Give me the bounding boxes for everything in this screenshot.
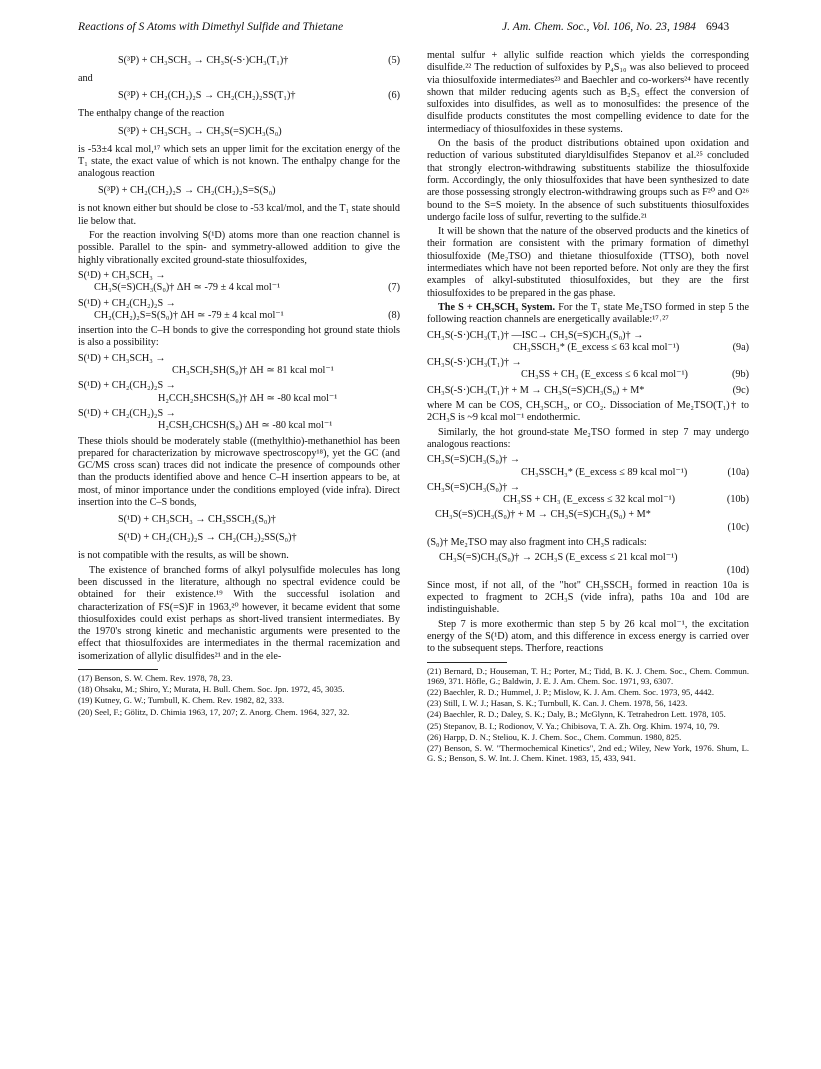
journal-name: J. Am. Chem. Soc., Vol. 106, No. 23, 1984 bbox=[502, 20, 696, 33]
footnote: (22) Baechler, R. D.; Hummel, J. P.; Mislow, K. J. Am. Chem. Soc. 1973, 95, 4442. bbox=[427, 687, 714, 698]
equation-line: H₂CCH₂SHCSH(S₀)† ΔH ≃ -80 kcal mol⁻¹ bbox=[158, 392, 338, 404]
paragraph-text: For the T₁ state Me₂TSO formed in step 5 the following reaction channels are energetically available:¹⁷˒²⁷ bbox=[427, 301, 750, 326]
equation-line: H₂CSH₂CHCSH(S₀) ΔH ≃ -80 kcal mol⁻¹ bbox=[158, 420, 333, 432]
right-column bbox=[427, 50, 749, 764]
equation-insertion-3 bbox=[78, 408, 400, 433]
paragraph: mental sulfur + allylic sulfide reaction which yields the corresponding disulfide.²² The reduction of sulfoxides by P₄S₁₀ was also believed to proceed via thiosulfoxide intermediates²³ and Baechler and co-workers²⁴ have recently shown that milder reducing agents such as B₂S₃ effect the conversion of sulfoxides into disulfides, as well as to monosulfides: the presence of the disulfide products constitutes the most compelling evidence to date for the intermediacy of thiosulfoxides in these systems. bbox=[427, 50, 749, 135]
paragraph: insertion into the C–H bonds to give the corresponding hot ground state thiols is also a possibility: bbox=[78, 325, 400, 349]
equation-cs-insertion-1 bbox=[78, 514, 400, 527]
footnote-rule bbox=[427, 662, 507, 663]
equation-enthalpy bbox=[78, 126, 400, 139]
equation-text: S(¹D) + CH₂(CH₂)₂S → CH₂(CH₂)₂SS(S₀)† bbox=[118, 532, 297, 544]
equation-line: CH₃S(-S·)CH₃(T₁)† → bbox=[427, 357, 522, 369]
footnote: (17) Benson, S. W. Chem. Rev. 1978, 78, 23. bbox=[78, 672, 233, 683]
equation-line: CH₃S(=S)CH₃(S₀)† + M → CH₃S(=S)CH₃(S₀) + M* bbox=[435, 509, 651, 521]
equation-line: CH₃SSCH₃* (E_excess ≤ 89 kcal mol⁻¹) bbox=[521, 466, 688, 478]
paragraph: is -53±4 kcal mol,¹⁷ which sets an upper limit for the excitation energy of the T₁ state, the exact value of which is not known. The enthalpy change for the analogous reaction bbox=[78, 143, 400, 180]
equation-6 bbox=[78, 90, 400, 103]
equation-9c bbox=[427, 385, 749, 397]
equation-analogous bbox=[78, 185, 400, 198]
paragraph: The existence of branched forms of alkyl polysulfide molecules has long been discussed in the literature, although no spectral evidence could be obtained for their existence.¹⁹ With the successful isolation and characterization of FS(=S)F in 1963,²⁰ however, it became evident that some thiosulfoxides could exist perhaps as short-lived transient intermediates. By the 1970's strong kinetic and mechanistic arguments were presented to the effect that thiosulfoxides are intermediates in the thermal racemization and isomerization of allylic disulfides²¹ and in the ele- bbox=[78, 564, 400, 662]
equation-line: S(¹D) + CH₂(CH₂)₂S → bbox=[78, 297, 176, 309]
footnotes bbox=[427, 666, 749, 764]
equation-line: S(¹D) + CH₂(CH₂)₂S → bbox=[78, 407, 176, 419]
equation-cs-insertion-2 bbox=[78, 532, 400, 545]
paragraph: is not compatible with the results, as will be shown. bbox=[78, 550, 289, 562]
equation-line: S(¹D) + CH₃SCH₃ → bbox=[78, 352, 166, 364]
footnote: (27) Benson, S. W. "Thermochemical Kinetics", 2nd ed.; Wiley, New York, 1976. Shum, L. G. S.; Benson, S. W. Int. J. Chem. Kinet. 1983, 15, 433, 941. bbox=[427, 743, 749, 764]
paragraph: (S₀)† Me₂TSO may also fragment into CH₃S radicals: bbox=[427, 536, 647, 548]
footnotes bbox=[78, 673, 400, 717]
equation-number: (9c) bbox=[732, 384, 749, 396]
equation-line: S(¹D) + CH₂(CH₂)₂S → bbox=[78, 380, 176, 392]
equation-10c bbox=[427, 509, 749, 534]
equation-10b bbox=[427, 482, 749, 507]
equation-text: S(¹D) + CH₃SCH₃ → CH₃SSCH₃(S₀)† bbox=[118, 514, 276, 526]
equation-number: (9b) bbox=[732, 369, 749, 381]
paragraph bbox=[427, 302, 749, 327]
paragraph: is not known either but should be close to -53 kcal/mol, and the T₁ state should lie below that. bbox=[78, 203, 400, 227]
footnote: (26) Harpp, D. N.; Steliou, K. J. Chem. Soc., Chem. Commun. 1980, 825. bbox=[427, 731, 682, 742]
equation-9a bbox=[427, 330, 749, 355]
footnote: (20) Seel, F.; Gölitz, D. Chimia 1963, 17, 207; Z. Anorg. Chem. 1964, 327, 32. bbox=[78, 706, 350, 717]
equation-line: CH₃SS + CH₃ (E_excess ≤ 32 kcal mol⁻¹) bbox=[503, 494, 676, 506]
text-and: and bbox=[78, 73, 93, 84]
paragraph: The enthalpy change of the reaction bbox=[78, 108, 225, 120]
equation-text: S(³P) + CH₃SCH₃ → CH₃S(=S)CH₃(S₀) bbox=[118, 125, 282, 137]
footnote: (25) Stepanov, B. I.; Rodionov, V. Ya.; Chibisova, T. A. Zh. Org. Khim. 1974, 10, 79. bbox=[427, 720, 720, 731]
equation-10d bbox=[427, 552, 749, 577]
equation-line: CH₃S(-S·)CH₃(T₁)† + M → CH₃S(=S)CH₃(S₀) + M* bbox=[427, 384, 645, 396]
equation-number: (7) bbox=[388, 282, 400, 294]
equation-text: S(³P) + CH₂(CH₂)₂S → CH₂(CH₂)₂SS(T₁)† bbox=[118, 90, 296, 102]
equation-line: CH₃SCH₂SH(S₀)† ΔH ≃ 81 kcal mol⁻¹ bbox=[172, 365, 334, 377]
equation-line: CH₃S(=S)CH₃(S₀)† → bbox=[427, 454, 521, 466]
equation-number: (10d) bbox=[726, 564, 749, 576]
equation-10a bbox=[427, 454, 749, 479]
paragraph: Step 7 is more exothermic than step 5 by 26 kcal mol⁻¹, the excitation energy of the S(¹D) atom, and this difference in excess energy is carried over to the subsequent steps. Therfore, reactions bbox=[427, 618, 749, 655]
equation-number: (9a) bbox=[732, 341, 749, 353]
footnote-rule bbox=[78, 669, 158, 670]
paragraph: Similarly, the hot ground-state Me₂TSO formed in step 7 may undergo analogous reactions: bbox=[427, 426, 749, 450]
left-column bbox=[78, 50, 400, 718]
equation-text: S(³P) + CH₃SCH₃ → CH₃S(-S·)CH₃(T₁)† bbox=[118, 55, 289, 66]
footnote: (23) Still, I. W. J.; Hasan, S. K.; Turnbull, K. Can. J. Chem. 1978, 56, 1423. bbox=[427, 698, 688, 709]
journal-citation bbox=[502, 20, 729, 33]
equation-7 bbox=[78, 270, 400, 295]
paragraph: Since most, if not all, of the "hot" CH₃SSCH₃ formed in reaction 10a is expected to fragment to 2CH₃S (vide infra), paths 10a and 10d are indistinguishable. bbox=[427, 579, 749, 616]
section-heading: The S + CH₃SCH₃ System. bbox=[438, 301, 556, 313]
equation-line: CH₃SSCH₃* (E_excess ≤ 63 kcal mol⁻¹) bbox=[513, 341, 680, 353]
equation-line: S(¹D) + CH₃SCH₃ → bbox=[78, 269, 166, 281]
equation-number: (6) bbox=[388, 90, 400, 102]
footnote: (18) Ohsaku, M.; Shiro, Y.; Murata, H. Bull. Chem. Soc. Jpn. 1972, 45, 3035. bbox=[78, 684, 345, 695]
equation-5 bbox=[78, 55, 400, 68]
running-title: Reactions of S Atoms with Dimethyl Sulfide and Thietane bbox=[78, 20, 344, 33]
equation-number: (5) bbox=[388, 55, 400, 66]
equation-line: CH₃S(=S)CH₃(S₀)† ΔH ≃ -79 ± 4 kcal mol⁻¹ bbox=[94, 282, 281, 294]
equation-number: (10b) bbox=[726, 494, 749, 506]
footnote: (21) Bernard, D.; Houseman, T. H.; Porter, M.; Tidd, B. K. J. Chem. Soc., Chem. Commun. 1969, 371. Höfle, G.; Baldwin, J. E. J. Am. Chem. Soc. 1971, 93, 6307. bbox=[427, 665, 749, 686]
equation-line: CH₃S(-S·)CH₃(T₁)† —ISC→ CH₃S(=S)CH₃(S₀)† → bbox=[427, 329, 644, 341]
equation-line: CH₂(CH₂)₂S=S(S₀)† ΔH ≃ -79 ± 4 kcal mol⁻¹ bbox=[94, 309, 284, 321]
equation-number: (8) bbox=[388, 309, 400, 321]
paragraph: where M can be COS, CH₃SCH₃, or CO₂. Dissociation of Me₂TSO(T₁)† to 2CH₃S is ~9 kcal mol⁻¹ endothermic. bbox=[427, 400, 749, 424]
equation-number: (10a) bbox=[727, 466, 749, 478]
equation-line: CH₃SS + CH₃ (E_excess ≤ 6 kcal mol⁻¹) bbox=[521, 369, 688, 381]
equation-text: S(³P) + CH₂(CH₂)₂S → CH₂(CH₂)₂S=S(S₀) bbox=[98, 185, 276, 197]
paragraph: On the basis of the product distributions obtained upon oxidation and reduction of various substituted diaryldisulfides Stepanov et al.²⁵ concluded that strongly electron-withdrawing substituents stabilize the thiosulfoxide form. Accordingly, the only thiosulfoxides that have been synthesized to date are those possessing strongly electron-withdrawing groups such as F²⁰ and O²⁶ bound to the S=S moiety. In the absence of such substituents thiosulfoxides undergo facile loss of sulfur, reverting to the sulfide.²¹ bbox=[427, 138, 749, 223]
equation-8 bbox=[78, 298, 400, 323]
equation-9b bbox=[427, 357, 749, 382]
page-number: 6943 bbox=[705, 20, 730, 33]
paragraph: These thiols should be moderately stable ((methylthio)-methanethiol has been prepared for characterization by microwave spectroscopy¹⁸), yet the GC (and GC/MS cross scan) traces did not indicate the presence of compounds other than the products identified above and hence C–H insertion appears to be, at most, of minor importance under the conditions employed (vide infra). Direct insertion into the C–S bonds, bbox=[78, 435, 400, 509]
paragraph: It will be shown that the nature of the observed products and the kinetics of their formation are consistent with the primary formation of dimethyl thiosulfoxide (Me₂TSO) and thietane thiosulfoxide (TTSO), both novel intermediates which have not been reported before. Not only are they the first examples of alkyl-substituted thiosulfoxides, but they are the first thiosulfoxides to be prepared in the gas phase. bbox=[427, 226, 749, 299]
equation-insertion-1 bbox=[78, 353, 400, 378]
footnote: (24) Baechler, R. D.; Daley, S. K.; Daly, B.; McGlynn, K. Tetrahedron Lett. 1978, 105. bbox=[427, 709, 726, 720]
equation-line: CH₃S(=S)CH₃(S₀)† → 2CH₃S (E_excess ≤ 21 kcal mol⁻¹) bbox=[439, 552, 678, 564]
paragraph: For the reaction involving S(¹D) atoms more than one reaction channel is possible. Parallel to the spin- and symmetry-allowed addition to give the highly vibrationally excited ground-state thiosulfoxides, bbox=[78, 230, 400, 266]
equation-line: CH₃S(=S)CH₃(S₀)† → bbox=[427, 481, 521, 493]
equation-insertion-2 bbox=[78, 380, 400, 405]
footnote: (19) Kutney, G. W.; Turnbull, K. Chem. Rev. 1982, 82, 333. bbox=[78, 695, 285, 706]
equation-number: (10c) bbox=[727, 521, 749, 533]
